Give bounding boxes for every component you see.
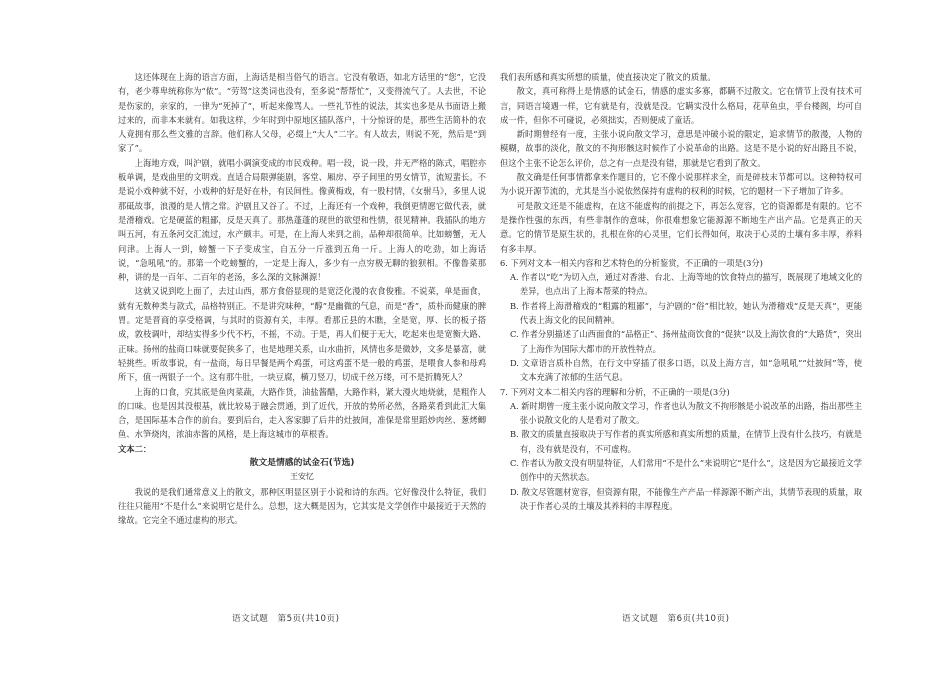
question-6-option-d: D. 文章语言质朴自然，在行文中穿插了很多口语，以及上海方言，如“急吼吼”“灶披间”等，使文本充满了浓郁的生活气息。: [509, 357, 862, 383]
question-7-option-a: A. 新时期曾一度主张小说向散文学习，作者也认为散文不拘形骸是小说改革的出路，指出那些主张小说散文化的人是看对了散文。: [509, 400, 862, 426]
left-page-column: [118, 70, 486, 528]
text1-paragraph-3: 这就又说到吃上面了，去过山西，那方食俗显现的是宽泛化漫的农食俊雅。不说菜，单是面食，就有无数种类与款式，品格特别正。不是讲究味种，“醇”是幽微的气息，而是“香”，质朴而健康的脾胃。定是晋商的享受格调，与其时的资源有关，丰厚。看那丘县的木瞧，全是宽，厚、长的板子搭成，敦枝调叶，却结实得多少代不朽，不摇，不动。于是，再人们便于无大，吃起来也是宽衡大路、正味。扬州的盐商口味就要促狭多了，也是地理关系，山水曲折，风情也多是微妙，文多是暴富，就轻挑些。听故事说，有一盐商，每日早餐是两个鸡蛋，可这鸡蛋不是一般的鸡蛋，是喂食人参和母鸡所下，值一两银子一个。这有那牛肚，一块豆腐，横刀竖刀，切成千丝万缕，可不是折腾死人？: [118, 286, 486, 383]
text2-article-title: 散文是情感的试金石(节选): [249, 458, 355, 469]
question-6-stem: 6. 下列对文本一相关内容和艺术特色的分析鉴赏，不正确的一项是(3分): [500, 257, 763, 268]
right-page-footer: 语文试题 第6页(共10页): [622, 614, 730, 624]
question-7-option-d: D. 散文尽管题材宽容，但资源有限，不能像生产产品一样源源不断产出，其情节表现的质量，取决于作者心灵的土壤及其养料的丰厚程度。: [509, 486, 862, 511]
text2-paragraph-3: 新时期曾经有一度，主张小说向散文学习，意思是冲破小说的限定，追求情节的散漫，人物的模糊，故事的淡化，散文的不拘形骸这时候作了小说革命的出路。这是不是小说的好出路且不说，但这个主张不论怎么评价，总之有一点是没有错，那就是它看到了散文。: [500, 129, 862, 168]
text2-author: 王安忆: [290, 472, 314, 482]
question-7-option-c: C. 作者认为散文没有明显特征，人们常用“不是什么”来说明它“是什么”，这是因为它最接近文学创作中的天然状态。: [509, 458, 862, 483]
question-6-option-a: A. 作者以“吃”为切入点，通过对香港、台北、上海等地的饮食特点的描写，既展现了地域文化的差异，也点出了上海本帮菜的特点。: [509, 272, 862, 297]
text1-paragraph-2: 上海地方戏，叫沪剧，就唱小调演变成的市民戏种。唱一段，说一段，并无严格的陈式，唱腔亦板单调，是戏曲里的文明戏。直适合局限弹能剧，客堂、厢房、亭子间里的男女情节，流短蜚长。不是说小戏种就不好，小戏种的好是好在朴，有民间性。像黄梅戏，有一股村情，《女驸马》，多里人说那砥故事，浪漫的是人情之常。沪剧且又谷了。不过，上海还有一个戏种，我倒更情愿它做代表，就是滑稽戏。它是硬蓝的粗鄙，反是天真了。那热蓬蓬的现世的欲望和性情，很见精神。我插队的地方叫五河，有五条河交汇流过，水产颇丰。可是，在上海人来到之前，品种却很简单。比如螃蟹，无人问津。上海人一到，螃蟹一下子变成宝，自五分一斤涨到五角一斤。上海人的吃劲，如上海话说，“急吼吼”的。那第一个吃螃蟹的，一定是上海人，多少有一点穷极无聊的狼狈相。不像鲁菜那种，讲的是一百年、二百年的老汤，多么深的文脉渊源！: [118, 157, 486, 283]
text2-paragraph-5: 可是散文还是不能虚构，在这不能虚构的前提之下，再怎么宽容，它的资源都是有限的。它不是操作性强的东西，有些非制作的意味，你很难想象它能源源不断地生产出产品。它是真正的天意。它的情节是原生状的，扎根在你的心灵里，它们长得如何，取决于心灵的土壤有多丰厚，养料有多丰厚。: [500, 200, 862, 254]
question-6-option-b: B. 作者将上海滑稽戏的“粗露的粗鄙”，与沪剧的“俗”相比较，她认为滑稽戏“反是天真”，更能代表上海文化的民间精神。: [509, 300, 862, 326]
text2-paragraph-1: 我说的是我们通常意义上的散文，那种区明显区别于小说和诗的东西。它好像没什么特征，我们往往只能用“不是什么”来说明它是什么。总想，这大概是因为，它其实是文学创作中最接近于天然的缘故。它完全不通过虚构的形式。: [118, 486, 486, 526]
text1-paragraph-4: 上海的口食，究其底是鱼肉菜蔬，大路作货，油盐酱醋，大路作料，紧大漫火地烧就，是粗作人的口味。也是因其没根基，就比较易于融会贯通，到了近代，开放的势所必然，各路菜肴到此汇大集合，是国际基本合作的前台。要到后台，走入客家脚了后井的灶披间，准保是常里蹈炒肉丝、葱烤鲫鱼、水笋烧肉，浓油赤酱的风格，是上海这城市的草根香。: [118, 386, 486, 440]
question-6-option-c: C. 作者分别描述了山西面食的“品格正”、扬州盐商饮食的“促狭”以及上海饮食的“大路货”，突出了上海作为国际大都市的开放性特点。: [509, 329, 863, 354]
question-7-stem: 7. 下列对文本二相关内容的理解和分析，不正确的一项是(3分): [500, 386, 730, 397]
text1-paragraph-1: 这还体现在上海的语言方面，上海话是相当俗气的语言。它没有敬语，如北方话里的“您”，它没有，老少尊卑统称你为“侬”。“劳驾”这类词也没有，至多说“帮帮忙”，又变得流气了。人去世，不论是伤家的，亲家的，一律为“死掉了”，听起来像骂人。一些礼节性的说法，其实也多是从书面语上搬过来的，而非本来就有。如我这样，少年时到中原地区插队落户，十分惊讶的是，那些生活简朴的农人竟拥有那么些文雅的言辞。他们称人父母，必缀上“大人”二字。有人故去，则说不死，然后是“到家了”。: [118, 72, 486, 154]
text2-paragraph-4: 散文确是任何事情都拿来作题目的，它不像小说那样求全，而是碎枝末节都可以。这种特权可为小说开源节流的，尤其是当小说依然保持有虚构的权利的时候，它的题材一下子增加了许多。: [500, 172, 862, 197]
text2-paragraph-2: 散文，真可称得上是情感的试金石，情感的虚实多寡，都瞒不过散文。它在情节上没有技术可言，同语言境遇一样，它有就是有，没就是没。它瞒实没什么格局，花草鱼虫，乎台楼阁，均可自成一件，但你不可碰说，必须拙实，否则便成了童话。: [500, 86, 862, 125]
left-page-footer: 语文试题 第5页(共10页): [232, 614, 340, 624]
question-7-option-b: B. 散文的质量直接取决于写作者的真实所感和真实所想的质量，在情节上没有什么技巧，有就是有，没有就是没有，不可虚构。: [509, 429, 862, 454]
text2-paragraph-continued: 我们表所感和真实所想的质量，使直接决定了散文的质量。: [500, 72, 716, 82]
text2-section-label: 文本二：: [118, 443, 152, 454]
right-page-column: [500, 70, 862, 513]
